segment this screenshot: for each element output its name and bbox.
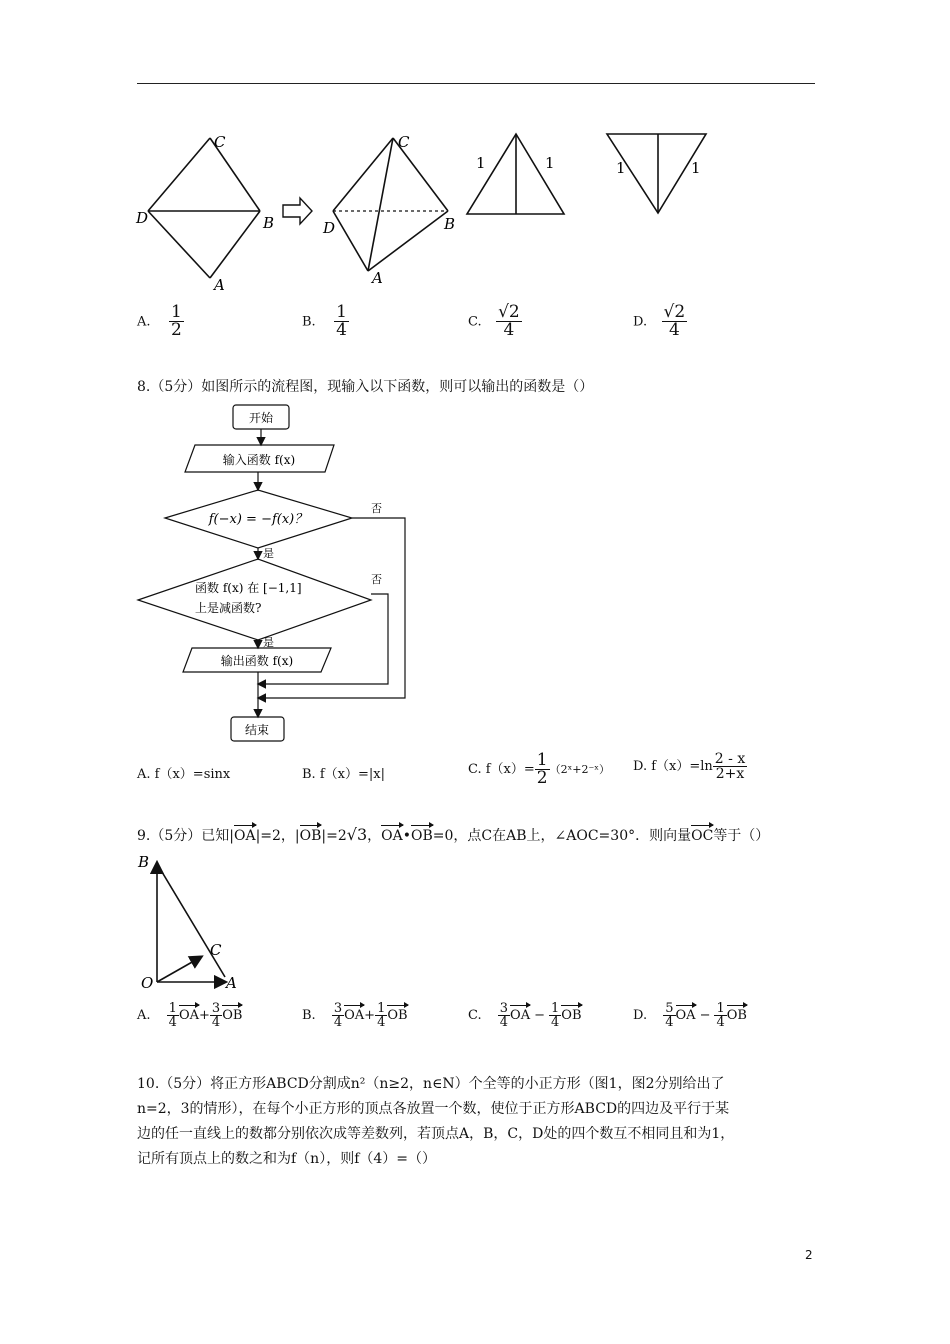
option-c-suffix: （2ˣ+2⁻ˣ）	[549, 763, 610, 776]
fraction: $\frac{2 - x}{2+x}$	[714, 751, 746, 782]
vector-ob: OB	[222, 1008, 243, 1023]
q7-front-view	[467, 134, 564, 214]
q10-stem	[137, 1072, 817, 1172]
option-letter: C.	[468, 1008, 482, 1023]
flow-start-text: 开始	[248, 411, 274, 425]
q7-label-d2: D	[323, 219, 336, 237]
vector-ob: OB	[726, 1008, 747, 1023]
option-letter: B.	[302, 314, 316, 330]
fraction: $\frac{1}{4}$	[168, 1001, 177, 1030]
q7-label-b1: B	[263, 214, 275, 232]
fraction: $\frac{3}{4}$	[499, 1001, 509, 1030]
q9-option-b[interactable]: B. $\frac{3}{4}$ OA+ $\frac{1}{4}$ OB	[302, 1001, 408, 1030]
q9-stem: 9.（5分）已知|OA|=2，|OB|=2√3，OA•OB=0，点C在AB上，∠AOC=30°．则向量OC等于（）	[137, 825, 770, 844]
fraction: $\frac{1}{4}$	[716, 1001, 725, 1030]
q8-flowchart	[135, 402, 425, 744]
q7-label-a2: A	[372, 269, 383, 287]
flow-cond2-text1: 函数 f(x) 在 [−1,1]	[195, 581, 302, 595]
q7-label-b2: B	[444, 215, 456, 233]
fraction: $\frac{√2}{4}$	[663, 302, 686, 340]
vector-ob: OB	[299, 828, 322, 844]
option-letter: A.	[137, 314, 151, 330]
q7-label-one-2: 1	[545, 154, 555, 172]
q7-option-a[interactable]	[137, 304, 184, 339]
fraction: $\frac{√2}{4}$	[498, 302, 520, 340]
option-letter: A.	[137, 1008, 151, 1023]
q7-label-one-3: 1	[616, 159, 626, 177]
flow-input-text: 输入函数 f(x)	[222, 453, 296, 467]
flow-cond2-diamond	[138, 559, 371, 640]
q9-label-a: A	[226, 974, 237, 992]
flow-end-text: 结束	[244, 723, 270, 737]
option-d-prefix: D. f（x）=ln	[633, 759, 713, 774]
q8-option-a[interactable]: A. f（x）=sinx	[137, 767, 231, 782]
fraction: $\frac{5}{4}$	[665, 1001, 674, 1030]
vector-oa: OA	[510, 1008, 531, 1023]
q7-label-d1: D	[136, 209, 149, 227]
q7-option-b[interactable]	[302, 304, 349, 339]
q7-rhombus-flat	[148, 138, 260, 278]
q10-line-4: 记所有顶点上的数之和为f（n），则f（4）=（）	[137, 1151, 437, 1167]
vector-ob: OB	[387, 1008, 408, 1023]
fraction: $\frac{1}{4}$	[551, 1001, 560, 1030]
q10-line-1: 10.（5分）将正方形ABCD分割成n²（n≥2，n∈N）个全等的小正方形（图1，图2分别给出了	[137, 1076, 725, 1092]
flow-yes-label-2: 是	[263, 636, 274, 649]
q9-label-o: O	[141, 974, 154, 992]
q7-label-c1: C	[214, 133, 226, 151]
q7-tetrahedron	[333, 138, 448, 271]
flow-cond1-text: f(−x) = −f(x)？	[208, 512, 308, 527]
flow-no-label-2: 否	[371, 573, 382, 586]
q9-option-c[interactable]: C. $\frac{3}{4}$ OA − $\frac{1}{4}$ OB	[468, 1001, 582, 1030]
flow-yes-label-1: 是	[263, 547, 274, 560]
flow-no-label-1: 否	[371, 502, 382, 515]
vector-oa: OA	[178, 1008, 199, 1023]
fraction: $\frac{1}{4}$	[377, 1001, 386, 1030]
vector-oa: OA	[233, 828, 256, 844]
vector-oa: OA	[344, 1008, 365, 1023]
option-letter: C.	[468, 314, 482, 330]
q9-option-a[interactable]: A. $\frac{1}{4}$ OA+ $\frac{3}{4}$ OB	[137, 1001, 243, 1030]
flow-cond2-text2: 上是减函数?	[195, 601, 262, 615]
vector-ob: OB	[411, 828, 433, 844]
option-letter: D.	[633, 1008, 648, 1023]
q8-option-c[interactable]	[468, 752, 610, 787]
header-rule	[137, 83, 815, 84]
option-letter: B.	[302, 1008, 316, 1023]
q9-label-c: C	[210, 941, 222, 959]
q7-label-one-1: 1	[476, 154, 486, 172]
q9-figure	[135, 845, 265, 995]
q7-label-a1: A	[214, 276, 225, 294]
fraction: $\frac{1}{4}$	[336, 302, 347, 340]
flow-output-text: 输出函数 f(x)	[220, 654, 294, 668]
fraction: $\frac{1}{2}$	[536, 750, 548, 788]
option-c-prefix: C. f（x）=	[468, 762, 535, 777]
vector-oa: OA	[381, 828, 403, 844]
q7-option-d[interactable]	[633, 304, 687, 339]
vector-oc: OC	[691, 828, 714, 844]
q9-option-d[interactable]: D. $\frac{5}{4}$ OA − $\frac{1}{4}$ OB	[633, 1001, 747, 1030]
q9-label-b: B	[138, 853, 150, 871]
vector-ob: OB	[561, 1008, 582, 1023]
q8-stem: 8.（5分）如图所示的流程图，现输入以下函数，则可以输出的函数是（）	[137, 379, 594, 395]
q7-hollow-arrow-icon	[283, 198, 312, 224]
fraction: $\frac{1}{2}$	[170, 302, 182, 340]
fraction: $\frac{3}{4}$	[211, 1001, 221, 1030]
q7-figure	[130, 125, 720, 300]
page-number: 2	[805, 1248, 813, 1262]
q8-option-d[interactable]	[633, 752, 747, 781]
q7-label-one-4: 1	[691, 159, 701, 177]
option-letter: D.	[633, 314, 648, 330]
fraction: $\frac{3}{4}$	[333, 1001, 343, 1030]
q10-line-2: n=2，3的情形），在每个小正方形的顶点各放置一个数，使位于正方形ABCD的四边及平行于某	[137, 1101, 730, 1117]
q7-option-c[interactable]	[468, 304, 522, 339]
q8-option-b[interactable]: B. f（x）=|x|	[302, 767, 385, 782]
q7-label-c2: C	[398, 133, 410, 151]
q10-line-3: 边的任一直线上的数都分别依次成等差数列，若顶点A，B，C，D处的四个数互不相同且和为1，	[137, 1126, 735, 1142]
vector-oa: OA	[675, 1008, 696, 1023]
